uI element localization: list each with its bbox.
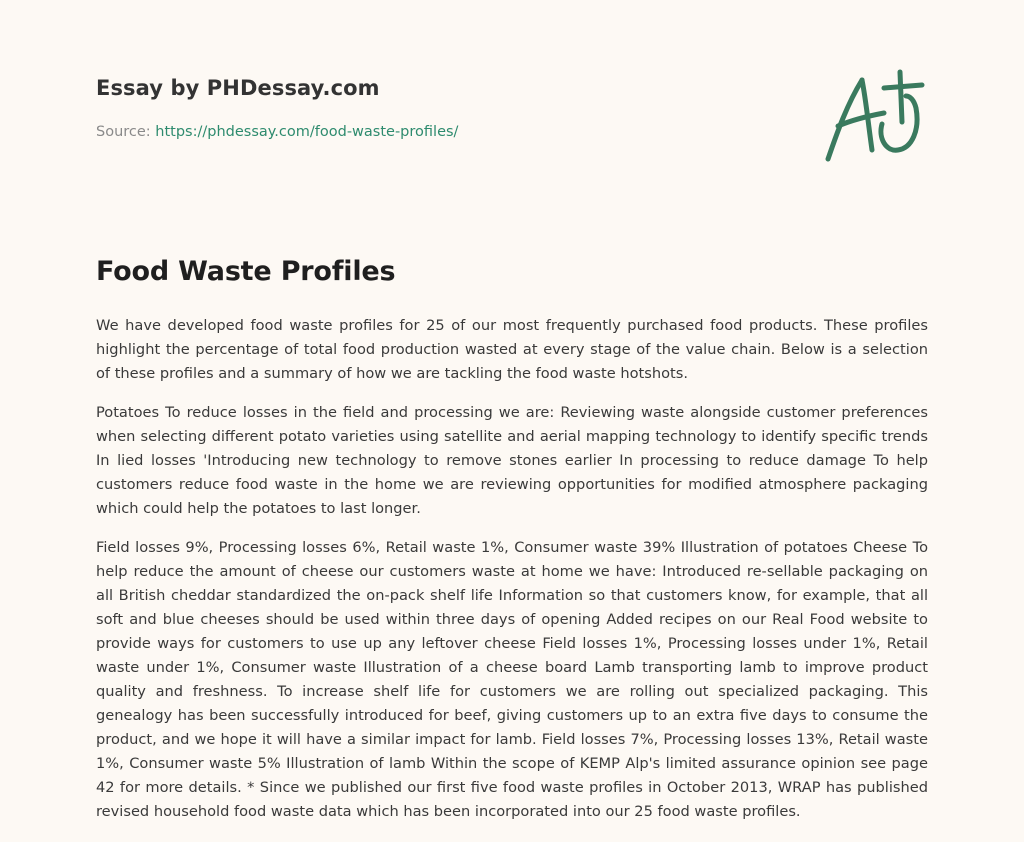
paragraph-profiles: Field losses 9%, Processing losses 6%, Retail waste 1%, Consumer waste 39% Illustration of potatoes Cheese To help reduce the amount of cheese our customers waste at home we have: Introduced re-sellable packaging on all British cheddar standardized the on-pack shelf life Information so that customers know, for example, that all soft and blue cheeses should be used within three days of opening Added recipes on our Real Food website to provide ways for customers to use up any leftover cheese Field losses 1%, Processing losses under 1%, Retail waste under 1%, Consumer waste Illustration of a cheese board Lamb transporting lamb to improve product quality and freshness. To increase shelf life for customers we are rolling out specialized packaging. This genealogy has been successfully introduced for beef, giving customers up to an extra five days to consume the product, and we hope it will have a similar impact for lamb. Field losses 7%, Processing losses 13%, Retail waste 1%, Consumer waste 5% Illustration of lamb Within the scope of KEMP Alp's limited assurance opinion see page 42 for more details. * Since we published our first five food waste profiles in October 2013, WRAP has published revised household food waste data which has been incorporated into our 25 food waste profiles. [96, 539, 928, 820]
page-header [96, 76, 796, 140]
a-plus-logo-icon [822, 66, 932, 166]
source-label: Source: [96, 124, 151, 140]
document-title: Food Waste Profiles [96, 256, 396, 287]
a-plus-logo-svg [822, 66, 932, 166]
paragraph-potatoes: Potatoes To reduce losses in the field and processing we are: Reviewing waste alongside customer preferences when selecting different potato varieties using satellite and aerial mapping technology to identify specific trends In lied losses 'Introducing new technology to remove stones earlier In processing to reduce damage To help customers reduce food waste in the home we are reviewing opportunities for modified atmosphere packaging which could help the potatoes to last longer. [96, 404, 928, 517]
document-body [96, 256, 928, 839]
source-link[interactable]: https://phdessay.com/food-waste-profiles/ [155, 124, 459, 140]
site-title: Essay by PHDessay.com [96, 76, 380, 100]
paragraph-intro: We have developed food waste profiles for 25 of our most frequently purchased food products. These profiles highlight the percentage of total food production wasted at every stage of the value chain. Below is a selection of these profiles and a summary of how we are tackling the food waste hotshots. [96, 317, 928, 382]
source-line [96, 124, 796, 140]
